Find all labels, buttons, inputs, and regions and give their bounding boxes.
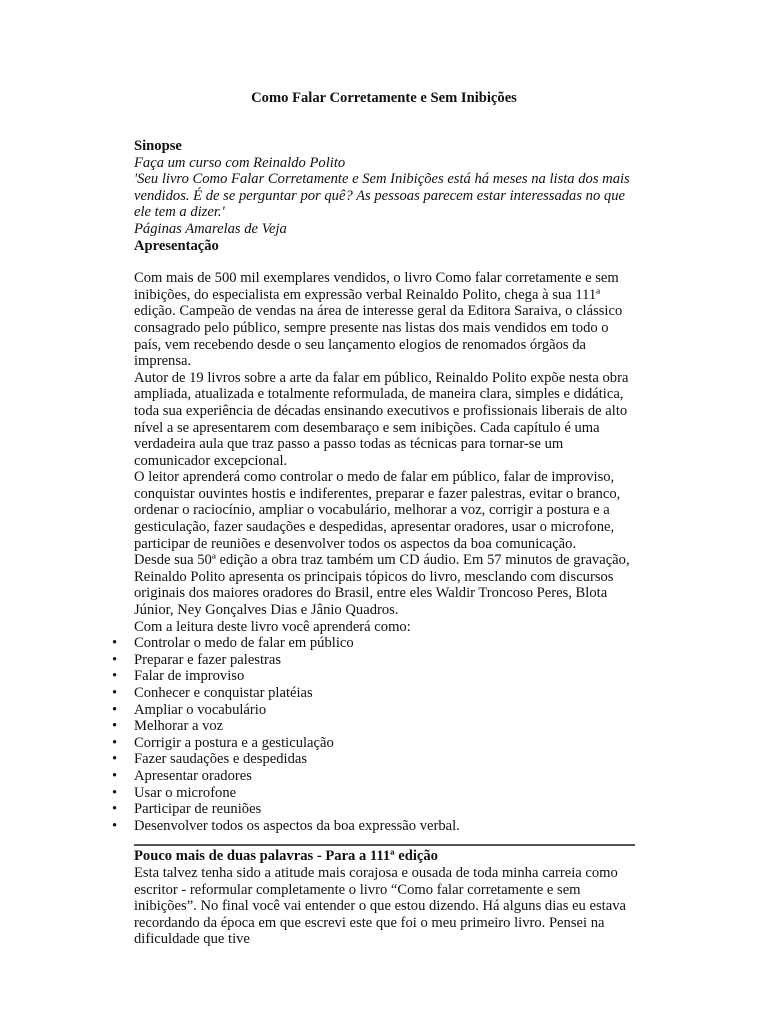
list-item xyxy=(112,635,634,652)
list-item-text: Ampliar o vocabulário xyxy=(134,701,267,718)
sinopse-heading: Sinopse xyxy=(134,138,182,154)
bullet-icon: • xyxy=(112,685,118,701)
list-item xyxy=(112,734,634,752)
paragraph: Autor de 19 livros sobre a arte da falar em público, Reinaldo Polito expõe nesta obra ampliada, atualizada e totalmente reformulada, de maneira clara, simples e didática, toda sua experiência de décadas ensinando executivos e profissionais liberais de alto nível a se apresentarem com desembaraço e sem inibições. Cada capítulo é uma verdadeira aula que traz passo a passo todas as técnicas para tornar-se um comunicador excepcional. xyxy=(134,369,629,469)
list-item-text: Conhecer e conquistar platéias xyxy=(134,685,313,701)
list-item-text: Fazer saudações e despedidas xyxy=(134,751,308,768)
learning-list xyxy=(112,635,634,834)
list-item xyxy=(112,701,634,719)
list-item-text: Falar de improviso xyxy=(134,668,245,685)
bullet-icon: • xyxy=(112,701,118,718)
bullet-icon: • xyxy=(112,817,118,834)
bullet-icon: • xyxy=(112,651,118,668)
sinopse-source: Páginas Amarelas de Veja xyxy=(134,220,287,237)
paragraph: Com a leitura deste livro você aprenderá como: xyxy=(134,618,411,635)
list-item xyxy=(112,718,634,735)
list-item xyxy=(112,784,634,802)
list-item-text: Melhorar a voz xyxy=(134,718,224,735)
bullet-icon: • xyxy=(112,801,118,818)
document-body xyxy=(112,138,634,948)
bullet-icon: • xyxy=(112,718,118,735)
document-title: Como Falar Corretamente e Sem Inibições xyxy=(251,90,517,106)
list-item-text: Controlar o medo de falar em público xyxy=(134,635,354,652)
list-item xyxy=(112,801,634,818)
list-item-text: Desenvolver todos os aspectos da boa expressão verbal. xyxy=(134,817,460,834)
spacer xyxy=(134,254,634,270)
list-item xyxy=(112,817,634,835)
list-item-text: Participar de reuniões xyxy=(134,801,262,818)
section-divider xyxy=(134,844,635,846)
list-item xyxy=(112,668,634,685)
bullet-icon: • xyxy=(112,767,118,784)
bullet-icon: • xyxy=(112,668,118,685)
paragraph: O leitor aprenderá como controlar o medo de falar em público, falar de improviso, conquistar ouvintes hostis e indiferentes, preparar e fazer palestras, evitar o branco, ordenar o raciocínio, ampliar o vocabulário, melhorar a voz, corrigir a postura e a gesticulação, fazer saudações e despedidas, apresentar oradores, usar o microfone, participar de reuniões e desenvolver todos os aspectos da boa comunicação. xyxy=(134,469,621,552)
list-item-text: Preparar e fazer palestras xyxy=(134,651,282,668)
list-item-text: Usar o microfone xyxy=(134,784,237,801)
section2-heading: Pouco mais de duas palavras - Para a 111ª edição xyxy=(134,848,438,865)
list-item xyxy=(112,651,634,669)
bullet-icon: • xyxy=(112,784,118,801)
sinopse-line: Faça um curso com Reinaldo Polito xyxy=(134,154,346,171)
apresentacao-heading: Apresentação xyxy=(134,237,219,254)
section2-paragraph: Esta talvez tenha sido a atitude mais corajosa e ousada de toda minha carreia como escritor - reformular completamente o livro “Como falar corretamente e sem inibições”. No final você vai entender o que estou dizendo. Há alguns dias eu estava recordando da época em que escrevi este que foi o meu primeiro livro. Pensei na dificuldade que tive xyxy=(134,864,626,948)
list-item xyxy=(112,751,634,768)
bullet-icon: • xyxy=(112,751,118,768)
list-item xyxy=(112,685,634,702)
paragraph: Com mais de 500 mil exemplares vendidos, o livro Como falar corretamente e sem inibições, do especialista em expressão verbal Reinaldo Polito, chega à sua 111ª edição. Campeão de vendas na área de interesse geral da Editora Saraiva, o clássico consagrado pelo público, sempre presente nas listas dos mais vendidos em todo o país, vem recebendo desde o seu lançamento elogios de renomados órgãos da imprensa. xyxy=(134,270,623,370)
list-item xyxy=(112,767,634,785)
bullet-icon: • xyxy=(112,635,118,652)
list-item-text: Apresentar oradores xyxy=(134,767,252,784)
sinopse-quote: 'Seu livro Como Falar Corretamente e Sem Inibições está há meses na lista dos mais vendidos. É de se perguntar por quê? As pessoas parecem estar interessadas no que ele tem a dizer.' xyxy=(134,171,630,221)
paragraph: Desde sua 50ª edição a obra traz também um CD áudio. Em 57 minutos de gravação, Reinaldo Polito apresenta os principais tópicos do livro, mesclando com discursos originais dos maiores oradores do Brasil, entre eles Waldir Troncoso Peres, Blota Júnior, Ney Gonçalves Dias e Jânio Quadros. xyxy=(134,552,630,619)
list-item-text: Corrigir a postura e a gesticulação xyxy=(134,734,334,751)
bullet-icon: • xyxy=(112,734,118,751)
